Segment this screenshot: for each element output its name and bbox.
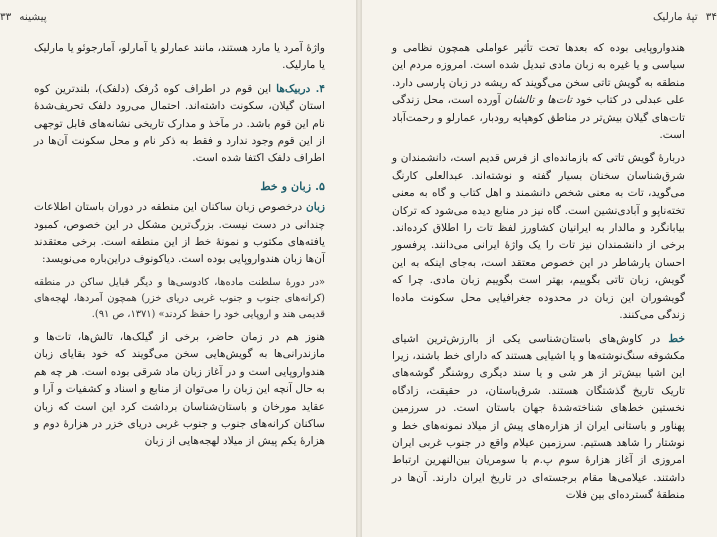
right-page-number: ۳۴ xyxy=(705,11,717,23)
left-last-paragraph: هنوز هم در زمان حاضر، برخی از گیلک‌ها، تالش‌ها، تات‌ها و مازندرانی‌ها به گویش‌هایی سخن می‌گویند که خود بقایای زبان هندواروپایی است و در آغاز زبان ماد شرقی بوده است. هر چه هم به حال آنچه این زبان را می‌توان از منابع و اسناد و کشفیات و آرا و عقاید مورخان و باستان‌شناسان برداشت کرد این است که زبان ساکنان کرانه‌های جنوب و جنوب غربی دریای خزر در هزارهٔ دوم و هزارهٔ یکم پیش از میلاد لهجه‌هایی از زبان xyxy=(34,330,325,448)
right-page-header xyxy=(653,11,717,23)
language-text: درخصوص زبان ساکنان این منطقه در دوران باستان اطلاعات چندانی در دست نیست. بزرگ‌ترین مشکل در این خصوص، کمبود یافته‌های مکتوب و نمونهٔ خط از این منطقه است. برخی معتقدند آن‌ها زبان هندواروپایی بوده است. دیاکونوف دراین‌باره می‌نویسد: xyxy=(34,201,325,266)
left-page-header xyxy=(0,11,47,23)
book-title-italic: تات‌ها و تالشان xyxy=(504,94,573,107)
left-page-body xyxy=(34,40,325,457)
left-page xyxy=(0,0,355,537)
section-4-label: ۴. دربیک‌ها xyxy=(276,82,325,95)
language-paragraph xyxy=(34,199,325,269)
right-paragraph-1-end: آورده است، محل زندگی تات‌های گیلان بیش‌تر در مناطق کوهپایه رودبار، عمارلو و رحمت‌آباد است. xyxy=(392,94,685,142)
left-paragraph-1: واژهٔ آمرد یا مارد هستند، مانند عمارلو یا آمارلو، آمارجوئو یا مارلیک یا مارلیک. xyxy=(34,42,325,72)
section-4-paragraph xyxy=(34,81,325,168)
diakonov-quote: «در دورهٔ سلطنت ماده‌ها، کادوسی‌ها و دیگر قبایل ساکن در منطقه (کرانه‌های جنوب و جنوب غربی دریای خزر) همچون آمردها، لهجه‌های قدیمی هند و اروپایی خود را حفظ کردند» (۱۳۷۱، ص ۹۱). xyxy=(34,276,325,320)
left-header-title: پیشینه xyxy=(19,11,47,23)
right-page xyxy=(362,0,717,537)
right-paragraph-2: دربارهٔ گویش تاتی که بازمانده‌ای از فرس قدیم است، دانشمندان و شرق‌شناسان سخنان بسیار گفته و نوشته‌اند. عبدالعلی کارنگ می‌گوید، تات به معنی شخص دانشمند و اهل کتاب و گاه به معنی تخته‌ناپو و آبادی‌نشین است. گاه نیز در منابع دیده می‌شود که ترکان بیابانگرد و مالدار به ایرانیان کشاورز لفظ تات را اطلاق کرده‌اند. برخی از دانشمندان نیز تات را یک واژهٔ ایرانی می‌دانند. پرفسور احسان یارشاطر در این خصوص معتقد است، به‌جای اینکه به این گویش، زبان تاتی بگوییم، بهتر است بگوییم زبان مادی. چرا که گویشوران این زبان در محدوده جغرافیایی محل سکونت ماده‌ا زندگی می‌کنند. xyxy=(392,152,685,322)
section-5-title: ۵. زبان و خط xyxy=(260,178,325,193)
left-page-number: ۳۳ xyxy=(0,11,12,23)
right-page-body xyxy=(392,40,685,511)
script-text: در کاوش‌های باستان‌شناسی یکی از باارزش‌ترین اشیای مکشوفه سنگ‌نوشته‌ها و یا اشیایی هستند که دارای خط باشند، زیرا این اشیا بیش‌تر از هر شی و یا سند دیگری روشنگر گوشه‌های تاریک تاریخ گذشتگان هستند. شرق‌باستان، در حقیقت، زادگاه نخستین خط‌های شناخته‌شدهٔ جهان باستان است. در سرزمین پهناور و باستانی ایران از هزاره‌های پیش از میلاد نمونه‌های خط و نوشتار را شاهد هستیم. سرزمین عیلام واقع در جنوب غربی ایران امروزی از آغاز هزارهٔ سوم پ.م با سومریان بین‌النهرین ارتباط داشتند. عیلامی‌ها مقام برجسته‌ای در تاریخ ایران دارند. آن‌ها در منطقهٔ گسترده‌ای بین فلات xyxy=(392,332,685,502)
script-paragraph xyxy=(392,331,685,505)
right-header-title: تپهٔ مارلیک xyxy=(653,11,698,23)
script-label: خط xyxy=(668,332,685,345)
right-paragraph-1-text: هندواروپایی بوده که بعدها تحت تأثیر عواملی همچون نظامی و سیاسی و یا غیره به زبان مادی تبدیل شده است. امروزه مردم این منطقه به گویش تاتی سخن می‌گویند که ریشه در زبان پارسی دارد. علی عبدلی در کتاب خود xyxy=(392,42,685,107)
section-4-text: این قوم در اطراف کوه دُرفک (دلفک)، بلندترین کوه استان گیلان، سکونت داشته‌اند. احتمال می‌رود دلفک تحریف‌شدهٔ نام این قوم باشد. در مآخذ و مدارک تاریخی نشانه‌های قابل توجهی از این قوم وجود ندارد و فقط به ذکر نام و محل سکونت آن‌ها در اطراف دلفک اکتفا شده است. xyxy=(34,82,325,165)
right-paragraph-1 xyxy=(392,40,685,144)
language-label: زبان xyxy=(305,201,326,214)
